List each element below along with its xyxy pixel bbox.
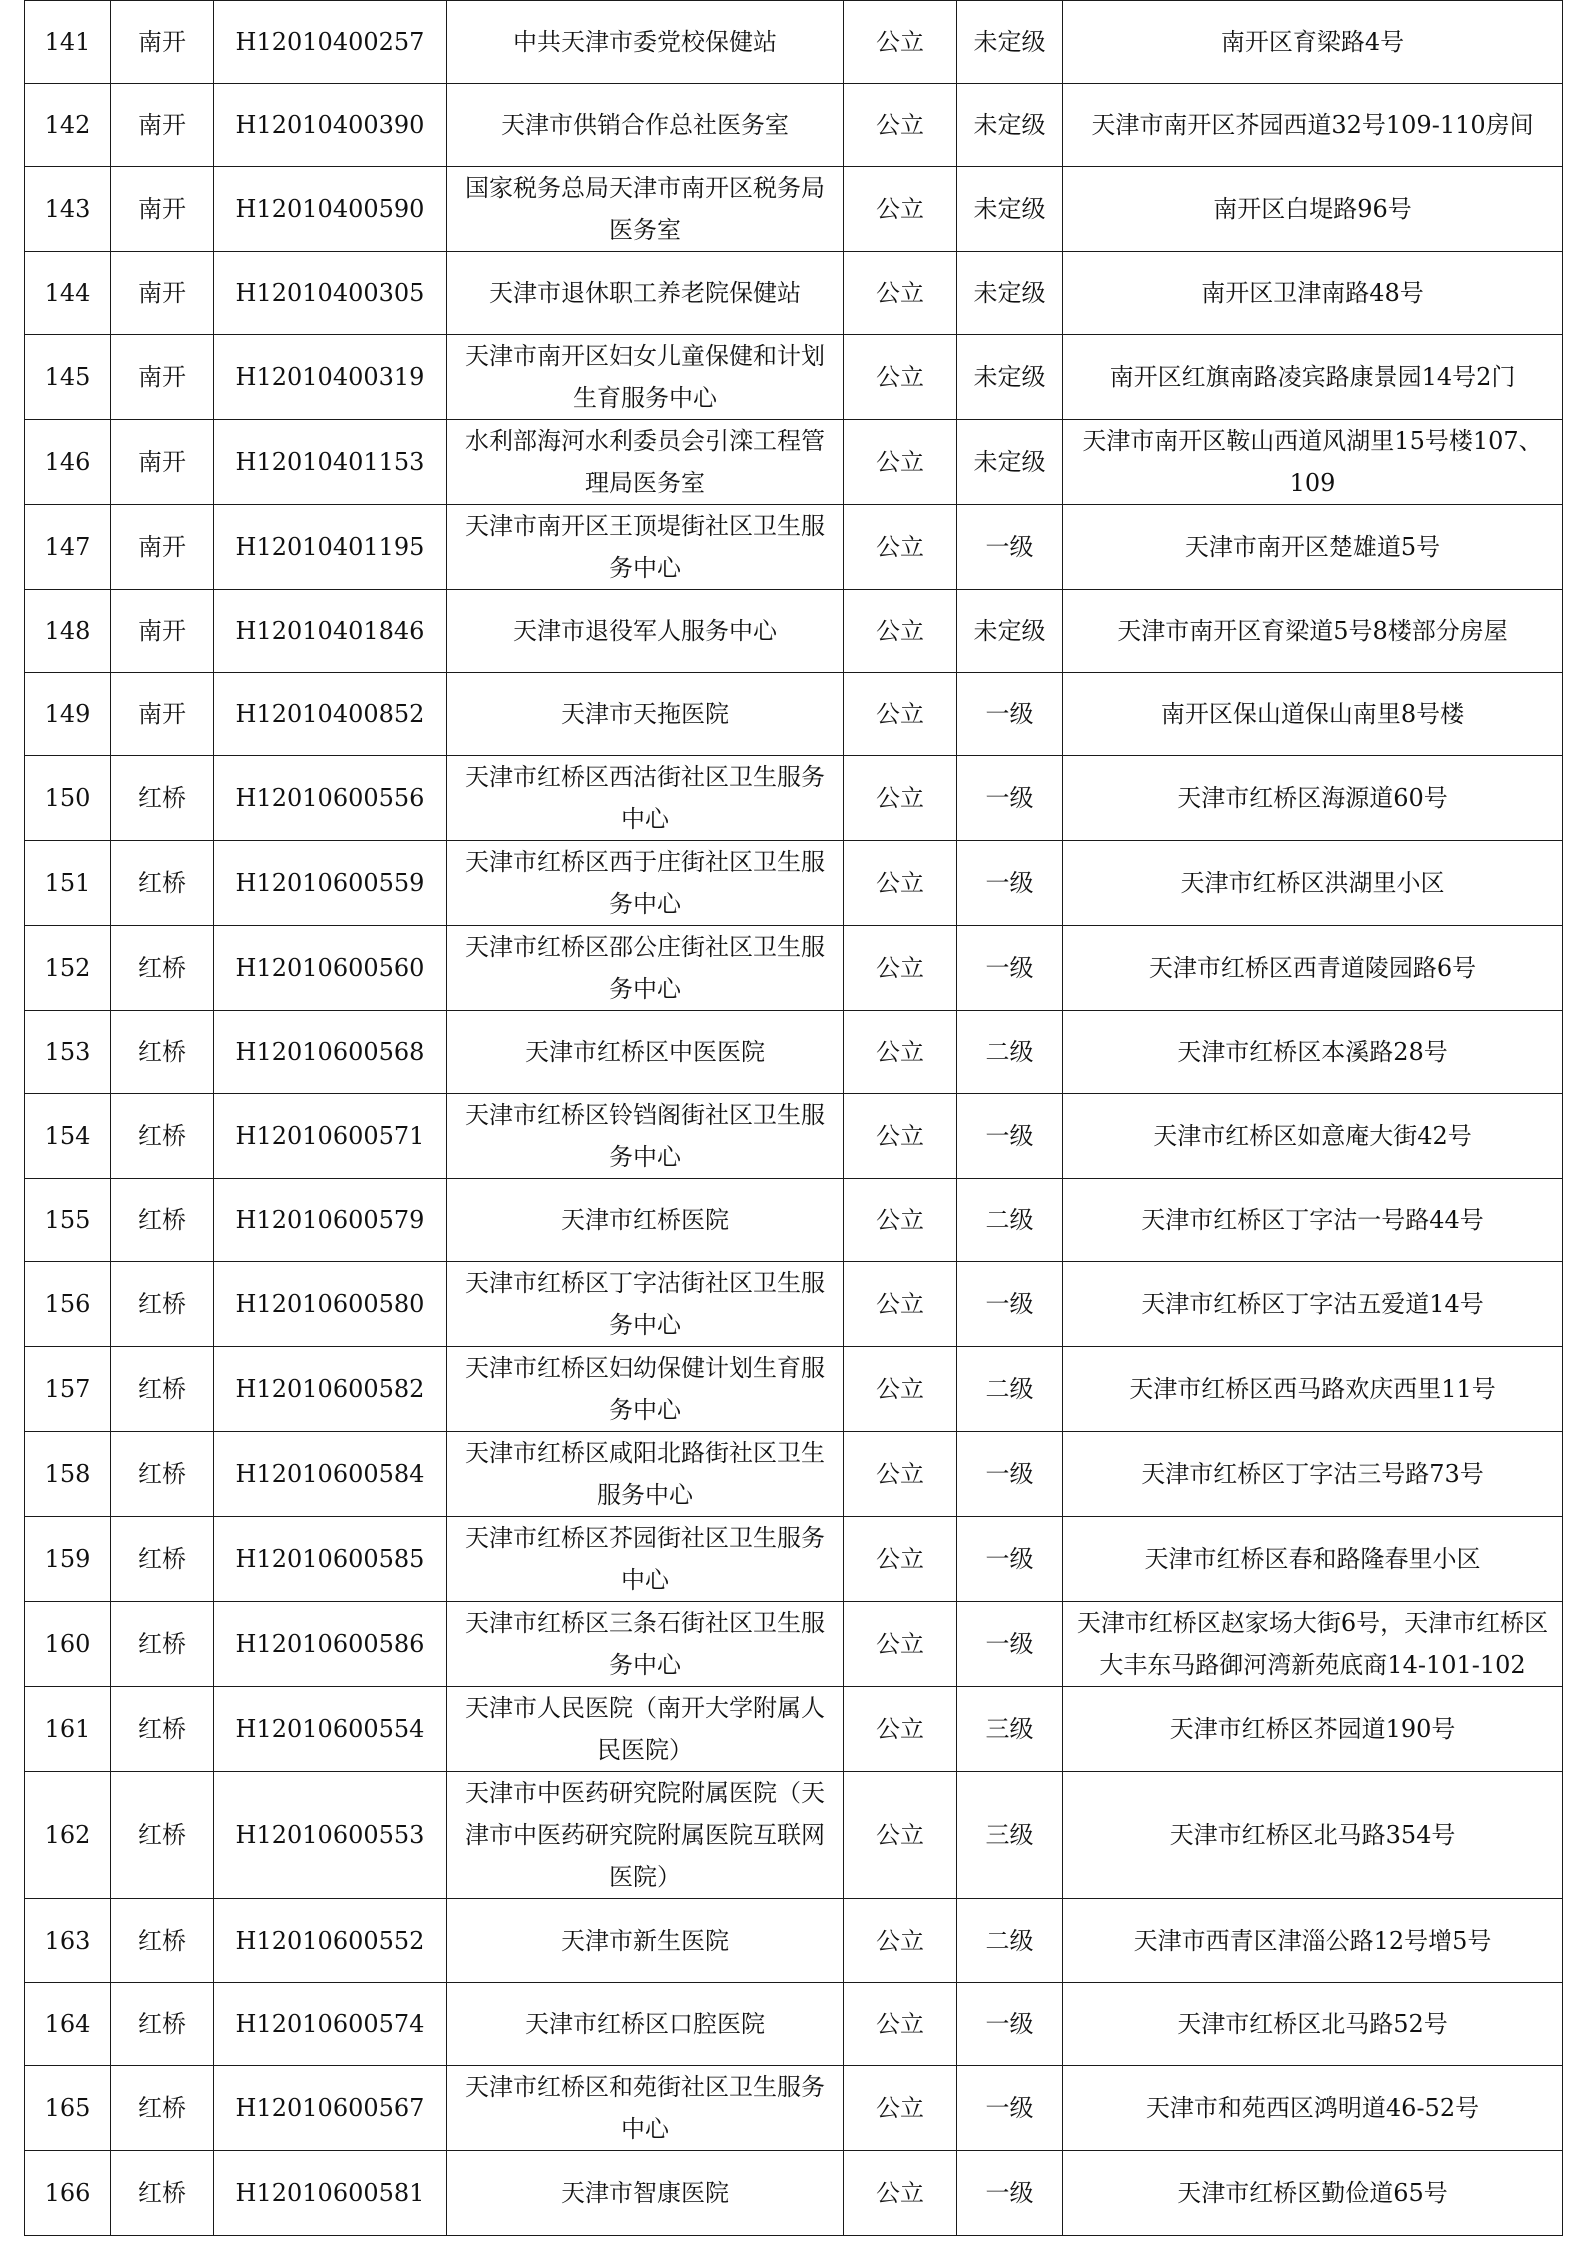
institution-address: 天津市红桥区西青道陵园路6号 — [1063, 926, 1563, 1011]
district-cell: 红桥 — [111, 1094, 214, 1179]
ownership-type: 公立 — [844, 1011, 957, 1094]
institution-address: 天津市红桥区北马路52号 — [1063, 1983, 1563, 2066]
table-row — [25, 673, 1563, 756]
institution-name: 天津市红桥区妇幼保健计划生育服务中心 — [447, 1347, 844, 1432]
institution-name: 天津市红桥区西沽街社区卫生服务中心 — [447, 756, 844, 841]
ownership-type: 公立 — [844, 420, 957, 505]
institution-address: 天津市红桥区春和路隆春里小区 — [1063, 1517, 1563, 1602]
institution-name: 天津市智康医院 — [447, 2151, 844, 2236]
institution-code: H12010600586 — [214, 1602, 447, 1687]
hospital-level: 未定级 — [957, 84, 1063, 167]
district-cell: 红桥 — [111, 1347, 214, 1432]
institution-code: H12010400390 — [214, 84, 447, 167]
institution-name: 天津市红桥区和苑街社区卫生服务中心 — [447, 2066, 844, 2151]
institution-code: H12010600584 — [214, 1432, 447, 1517]
district-cell: 南开 — [111, 252, 214, 335]
hospital-level: 二级 — [957, 1011, 1063, 1094]
table-row — [25, 252, 1563, 335]
row-number: 166 — [25, 2151, 111, 2236]
row-number: 156 — [25, 1262, 111, 1347]
hospital-level: 未定级 — [957, 590, 1063, 673]
institution-code: H12010400257 — [214, 1, 447, 84]
ownership-type: 公立 — [844, 252, 957, 335]
institution-address: 天津市南开区育梁道5号8楼部分房屋 — [1063, 590, 1563, 673]
row-number: 161 — [25, 1687, 111, 1772]
table-row — [25, 420, 1563, 505]
district-cell: 红桥 — [111, 1179, 214, 1262]
hospital-level: 一级 — [957, 1432, 1063, 1517]
district-cell: 南开 — [111, 335, 214, 420]
institution-address: 天津市红桥区丁字沽五爱道14号 — [1063, 1262, 1563, 1347]
institution-code: H12010600581 — [214, 2151, 447, 2236]
hospital-level: 未定级 — [957, 252, 1063, 335]
ownership-type: 公立 — [844, 756, 957, 841]
institution-code: H12010600552 — [214, 1899, 447, 1983]
hospital-level: 未定级 — [957, 167, 1063, 252]
table-grid — [24, 0, 1563, 2236]
district-cell: 红桥 — [111, 756, 214, 841]
ownership-type: 公立 — [844, 590, 957, 673]
row-number: 152 — [25, 926, 111, 1011]
row-number: 165 — [25, 2066, 111, 2151]
row-number: 143 — [25, 167, 111, 252]
institution-name: 天津市退役军人服务中心 — [447, 590, 844, 673]
table-row — [25, 590, 1563, 673]
district-cell: 红桥 — [111, 1687, 214, 1772]
district-cell: 南开 — [111, 84, 214, 167]
institution-address: 天津市红桥区赵家场大街6号，天津市红桥区大丰东马路御河湾新苑底商14-101-102 — [1063, 1602, 1563, 1687]
row-number: 163 — [25, 1899, 111, 1983]
ownership-type: 公立 — [844, 1899, 957, 1983]
table-row — [25, 1517, 1563, 1602]
hospital-level: 三级 — [957, 1687, 1063, 1772]
institution-name: 天津市红桥区丁字沽街社区卫生服务中心 — [447, 1262, 844, 1347]
institution-name: 天津市新生医院 — [447, 1899, 844, 1983]
district-cell: 南开 — [111, 1, 214, 84]
institution-code: H12010600559 — [214, 841, 447, 926]
ownership-type: 公立 — [844, 1432, 957, 1517]
ownership-type: 公立 — [844, 84, 957, 167]
institution-name: 天津市供销合作总社医务室 — [447, 84, 844, 167]
row-number: 151 — [25, 841, 111, 926]
table-row — [25, 1432, 1563, 1517]
institution-address: 天津市红桥区如意庵大街42号 — [1063, 1094, 1563, 1179]
row-number: 159 — [25, 1517, 111, 1602]
district-cell: 红桥 — [111, 1602, 214, 1687]
table-row — [25, 1899, 1563, 1983]
hospital-level: 未定级 — [957, 420, 1063, 505]
hospital-level: 未定级 — [957, 335, 1063, 420]
ownership-type: 公立 — [844, 1179, 957, 1262]
institution-address: 天津市红桥区丁字沽一号路44号 — [1063, 1179, 1563, 1262]
institution-code: H12010600574 — [214, 1983, 447, 2066]
institution-name: 天津市红桥区口腔医院 — [447, 1983, 844, 2066]
row-number: 147 — [25, 505, 111, 590]
hospital-level: 一级 — [957, 2066, 1063, 2151]
district-cell: 红桥 — [111, 926, 214, 1011]
table-row — [25, 1262, 1563, 1347]
row-number: 157 — [25, 1347, 111, 1432]
row-number: 162 — [25, 1772, 111, 1899]
row-number: 153 — [25, 1011, 111, 1094]
institution-code: H12010600554 — [214, 1687, 447, 1772]
row-number: 144 — [25, 252, 111, 335]
institution-code: H12010600580 — [214, 1262, 447, 1347]
ownership-type: 公立 — [844, 841, 957, 926]
institution-code: H12010400305 — [214, 252, 447, 335]
institution-address: 南开区白堤路96号 — [1063, 167, 1563, 252]
hospital-level: 一级 — [957, 2151, 1063, 2236]
table-row — [25, 1179, 1563, 1262]
district-cell: 南开 — [111, 420, 214, 505]
hospital-level: 未定级 — [957, 1, 1063, 84]
row-number: 154 — [25, 1094, 111, 1179]
table-row — [25, 1687, 1563, 1772]
district-cell: 南开 — [111, 505, 214, 590]
institution-address: 天津市红桥区北马路354号 — [1063, 1772, 1563, 1899]
district-cell: 红桥 — [111, 1772, 214, 1899]
institution-address: 天津市红桥区海源道60号 — [1063, 756, 1563, 841]
institution-name: 天津市天拖医院 — [447, 673, 844, 756]
district-cell: 红桥 — [111, 841, 214, 926]
row-number: 145 — [25, 335, 111, 420]
institution-address: 天津市红桥区勤俭道65号 — [1063, 2151, 1563, 2236]
institution-name: 天津市红桥区三条石街社区卫生服务中心 — [447, 1602, 844, 1687]
institution-code: H12010401153 — [214, 420, 447, 505]
row-number: 158 — [25, 1432, 111, 1517]
institution-address: 南开区卫津南路48号 — [1063, 252, 1563, 335]
table-row — [25, 756, 1563, 841]
institution-address: 南开区红旗南路凌宾路康景园14号2门 — [1063, 335, 1563, 420]
ownership-type: 公立 — [844, 673, 957, 756]
row-number: 149 — [25, 673, 111, 756]
ownership-type: 公立 — [844, 167, 957, 252]
institution-code: H12010600553 — [214, 1772, 447, 1899]
district-cell: 红桥 — [111, 1517, 214, 1602]
row-number: 160 — [25, 1602, 111, 1687]
district-cell: 南开 — [111, 167, 214, 252]
ownership-type: 公立 — [844, 335, 957, 420]
institution-name: 天津市人民医院（南开大学附属人民医院） — [447, 1687, 844, 1772]
table-row — [25, 167, 1563, 252]
institution-code: H12010600556 — [214, 756, 447, 841]
institution-code: H12010600568 — [214, 1011, 447, 1094]
table-row — [25, 1347, 1563, 1432]
institution-address: 天津市和苑西区鸿明道46-52号 — [1063, 2066, 1563, 2151]
institution-name: 天津市红桥区铃铛阁街社区卫生服务中心 — [447, 1094, 844, 1179]
institution-code: H12010400590 — [214, 167, 447, 252]
institution-address: 天津市红桥区芥园道190号 — [1063, 1687, 1563, 1772]
hospital-level: 二级 — [957, 1179, 1063, 1262]
table-row — [25, 841, 1563, 926]
row-number: 148 — [25, 590, 111, 673]
hospital-level: 一级 — [957, 926, 1063, 1011]
row-number: 146 — [25, 420, 111, 505]
district-cell: 红桥 — [111, 1899, 214, 1983]
district-cell: 红桥 — [111, 1262, 214, 1347]
ownership-type: 公立 — [844, 1602, 957, 1687]
institution-name: 天津市退休职工养老院保健站 — [447, 252, 844, 335]
row-number: 155 — [25, 1179, 111, 1262]
hospital-level: 一级 — [957, 673, 1063, 756]
institution-table — [24, 0, 1563, 2236]
ownership-type: 公立 — [844, 1347, 957, 1432]
institution-address: 天津市南开区鞍山西道风湖里15号楼107、109 — [1063, 420, 1563, 505]
ownership-type: 公立 — [844, 505, 957, 590]
table-row — [25, 926, 1563, 1011]
table-row — [25, 505, 1563, 590]
hospital-level: 一级 — [957, 841, 1063, 926]
hospital-level: 一级 — [957, 1517, 1063, 1602]
table-row — [25, 1983, 1563, 2066]
table-row — [25, 1602, 1563, 1687]
table-row — [25, 2151, 1563, 2236]
ownership-type: 公立 — [844, 1687, 957, 1772]
institution-name: 天津市南开区王顶堤街社区卫生服务中心 — [447, 505, 844, 590]
institution-name: 中共天津市委党校保健站 — [447, 1, 844, 84]
hospital-level: 三级 — [957, 1772, 1063, 1899]
institution-address: 天津市西青区津淄公路12号增5号 — [1063, 1899, 1563, 1983]
district-cell: 南开 — [111, 673, 214, 756]
hospital-level: 一级 — [957, 1094, 1063, 1179]
institution-name: 天津市红桥区芥园街社区卫生服务中心 — [447, 1517, 844, 1602]
institution-code: H12010600571 — [214, 1094, 447, 1179]
table-body — [25, 1, 1563, 2236]
district-cell: 红桥 — [111, 1011, 214, 1094]
institution-code: H12010600582 — [214, 1347, 447, 1432]
institution-code: H12010401195 — [214, 505, 447, 590]
district-cell: 红桥 — [111, 2066, 214, 2151]
ownership-type: 公立 — [844, 1094, 957, 1179]
ownership-type: 公立 — [844, 1, 957, 84]
table-row — [25, 1772, 1563, 1899]
district-cell: 南开 — [111, 590, 214, 673]
row-number: 142 — [25, 84, 111, 167]
institution-address: 南开区保山道保山南里8号楼 — [1063, 673, 1563, 756]
hospital-level: 二级 — [957, 1899, 1063, 1983]
institution-code: H12010600585 — [214, 1517, 447, 1602]
institution-name: 天津市南开区妇女儿童保健和计划生育服务中心 — [447, 335, 844, 420]
district-cell: 红桥 — [111, 2151, 214, 2236]
ownership-type: 公立 — [844, 926, 957, 1011]
institution-code: H12010600579 — [214, 1179, 447, 1262]
table-row — [25, 84, 1563, 167]
row-number: 150 — [25, 756, 111, 841]
institution-address: 天津市红桥区西马路欢庆西里11号 — [1063, 1347, 1563, 1432]
hospital-level: 一级 — [957, 505, 1063, 590]
ownership-type: 公立 — [844, 1772, 957, 1899]
institution-name: 天津市红桥区中医医院 — [447, 1011, 844, 1094]
hospital-level: 一级 — [957, 1262, 1063, 1347]
district-cell: 红桥 — [111, 1432, 214, 1517]
ownership-type: 公立 — [844, 1262, 957, 1347]
row-number: 141 — [25, 1, 111, 84]
institution-name: 天津市中医药研究院附属医院（天津市中医药研究院附属医院互联网医院） — [447, 1772, 844, 1899]
institution-name: 天津市红桥区邵公庄街社区卫生服务中心 — [447, 926, 844, 1011]
institution-name: 水利部海河水利委员会引滦工程管理局医务室 — [447, 420, 844, 505]
institution-address: 天津市红桥区丁字沽三号路73号 — [1063, 1432, 1563, 1517]
institution-address: 南开区育梁路4号 — [1063, 1, 1563, 84]
institution-code: H12010600560 — [214, 926, 447, 1011]
institution-address: 天津市南开区楚雄道5号 — [1063, 505, 1563, 590]
hospital-level: 一级 — [957, 1602, 1063, 1687]
ownership-type: 公立 — [844, 1517, 957, 1602]
institution-code: H12010400319 — [214, 335, 447, 420]
institution-name: 国家税务总局天津市南开区税务局医务室 — [447, 167, 844, 252]
institution-code: H12010401846 — [214, 590, 447, 673]
institution-code: H12010400852 — [214, 673, 447, 756]
table-row — [25, 335, 1563, 420]
table-row — [25, 1011, 1563, 1094]
table-row — [25, 1094, 1563, 1179]
institution-code: H12010600567 — [214, 2066, 447, 2151]
hospital-level: 一级 — [957, 756, 1063, 841]
institution-name: 天津市红桥医院 — [447, 1179, 844, 1262]
hospital-level: 一级 — [957, 1983, 1063, 2066]
institution-name: 天津市红桥区咸阳北路街社区卫生服务中心 — [447, 1432, 844, 1517]
ownership-type: 公立 — [844, 1983, 957, 2066]
hospital-level: 二级 — [957, 1347, 1063, 1432]
table-row — [25, 2066, 1563, 2151]
institution-name: 天津市红桥区西于庄街社区卫生服务中心 — [447, 841, 844, 926]
district-cell: 红桥 — [111, 1983, 214, 2066]
institution-address: 天津市红桥区本溪路28号 — [1063, 1011, 1563, 1094]
institution-address: 天津市红桥区洪湖里小区 — [1063, 841, 1563, 926]
table-row — [25, 1, 1563, 84]
row-number: 164 — [25, 1983, 111, 2066]
institution-address: 天津市南开区芥园西道32号109-110房间 — [1063, 84, 1563, 167]
ownership-type: 公立 — [844, 2151, 957, 2236]
ownership-type: 公立 — [844, 2066, 957, 2151]
